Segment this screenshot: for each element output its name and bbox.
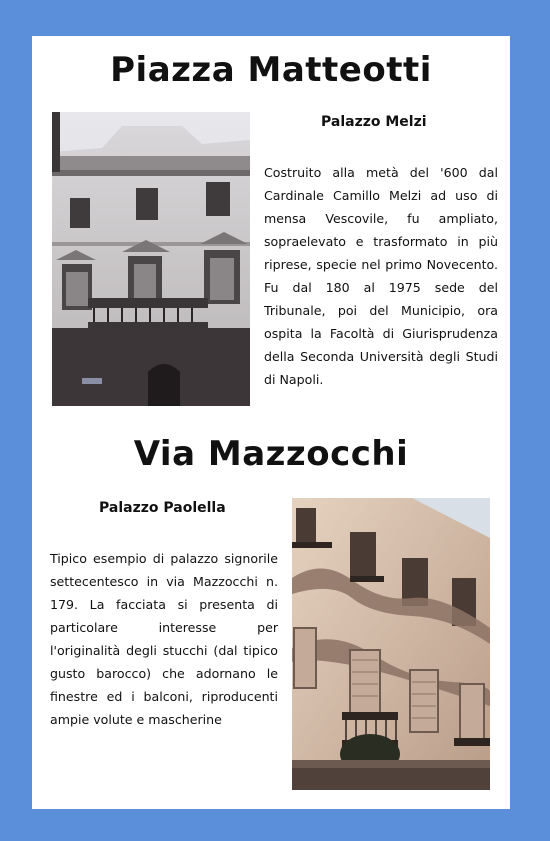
building-name-palazzo-melzi: Palazzo Melzi: [321, 114, 427, 130]
section-title-piazza-matteotti: Piazza Matteotti: [110, 50, 432, 90]
palazzo-melzi-description: Costruito alla metà del '600 dal Cardinale Camillo Melzi ad uso di mensa Vescovile, fu ampliato, sopraelevato e trasformato in più riprese, specie nel primo Novecento. Fu dal 180 al 1975 sede del Tribunale, poi del Municipio, ora ospita la Facoltà di Giurisprudenza della Seconda Università degli Studi di Napoli.: [264, 165, 498, 387]
building-name-palazzo-paolella: Palazzo Paolella: [99, 500, 226, 516]
poster-page: [32, 36, 510, 809]
palazzo-melzi-photo: [52, 112, 250, 406]
palazzo-paolella-description: Tipico esempio di palazzo signorile settecentesco in via Mazzocchi n. 179. La facciata si presenta di particolare interesse per l'originalità degli stucchi (dal tipico gusto barocco) che adornano le finestre ed i balconi, riproducenti ampie volute e mascherine: [50, 551, 278, 727]
section-title-via-mazzocchi: Via Mazzocchi: [133, 434, 409, 474]
palazzo-paolella-photo: [292, 498, 490, 790]
